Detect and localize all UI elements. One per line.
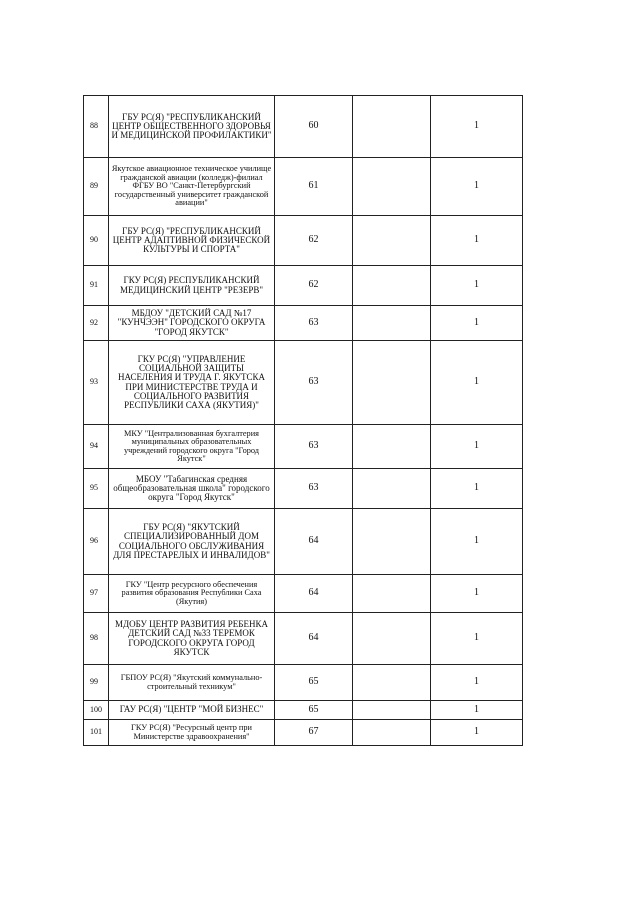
row-number: 91 — [84, 266, 109, 306]
table-row — [84, 509, 523, 575]
row-count: 1 — [431, 96, 523, 158]
row-number: 93 — [84, 341, 109, 425]
organization-name: ГБУ РС(Я) "ЯКУТСКИЙ СПЕЦИАЛИЗИРОВАННЫЙ ДОМ СОЦИАЛЬНОГО ОБСЛУЖИВАНИЯ ДЛЯ ПРЕСТАРЕЛЫХ И ИНВАЛИДОВ" — [109, 509, 275, 575]
row-count: 1 — [431, 306, 523, 341]
empty-cell — [353, 266, 431, 306]
row-number: 89 — [84, 158, 109, 216]
empty-cell — [353, 341, 431, 425]
row-number: 94 — [84, 425, 109, 469]
organization-name: МБДОУ "ДЕТСКИЙ САД №17 "КУНЧЭЭН" ГОРОДСКОГО ОКРУГА "ГОРОД ЯКУТСК" — [109, 306, 275, 341]
row-count: 1 — [431, 613, 523, 665]
row-number: 101 — [84, 720, 109, 746]
organizations-table — [83, 95, 523, 746]
row-code: 64 — [275, 509, 353, 575]
row-code: 61 — [275, 158, 353, 216]
row-code: 65 — [275, 665, 353, 701]
organization-name: ГКУ РС(Я) "Ресурсный центр при Министерстве здравоохранения" — [109, 720, 275, 746]
row-code: 63 — [275, 469, 353, 509]
table-row — [84, 469, 523, 509]
empty-cell — [353, 509, 431, 575]
empty-cell — [353, 665, 431, 701]
table-row — [84, 701, 523, 720]
table-row — [84, 575, 523, 613]
row-count: 1 — [431, 575, 523, 613]
organization-name: МБОУ "Табагинская средняя общеобразовательная школа" городского округа "Город Якутск" — [109, 469, 275, 509]
table-row — [84, 665, 523, 701]
row-number: 98 — [84, 613, 109, 665]
row-code: 63 — [275, 341, 353, 425]
table-row — [84, 613, 523, 665]
organization-name: МДОБУ ЦЕНТР РАЗВИТИЯ РЕБЕНКА ДЕТСКИЙ САД №33 ТЕРЕМОК ГОРОДСКОГО ОКРУГА ГОРОД ЯКУТСК — [109, 613, 275, 665]
row-number: 97 — [84, 575, 109, 613]
organization-name: ГАУ РС(Я) "ЦЕНТР "МОЙ БИЗНЕС" — [109, 701, 275, 720]
empty-cell — [353, 575, 431, 613]
organization-name: ГКУ "Центр ресурсного обеспечения развития образования Республики Саха (Якутия) — [109, 575, 275, 613]
organization-name: ГБУ РС(Я) "РЕСПУБЛИКАНСКИЙ ЦЕНТР ОБЩЕСТВЕННОГО ЗДОРОВЬЯ И МЕДИЦИНСКОЙ ПРОФИЛАКТИКИ" — [109, 96, 275, 158]
row-number: 95 — [84, 469, 109, 509]
organization-name: ГБПОУ РС(Я) "Якутский коммунально-строительный техникум" — [109, 665, 275, 701]
row-number: 90 — [84, 216, 109, 266]
row-number: 100 — [84, 701, 109, 720]
row-number: 96 — [84, 509, 109, 575]
organization-name: ГКУ РС(Я) "УПРАВЛЕНИЕ СОЦИАЛЬНОЙ ЗАЩИТЫ НАСЕЛЕНИЯ И ТРУДА Г. ЯКУТСКА ПРИ МИНИСТЕРСТВЕ ТРУДА И СОЦИАЛЬНОГО РАЗВИТИЯ РЕСПУБЛИКИ САХА (ЯКУТИЯ)" — [109, 341, 275, 425]
row-count: 1 — [431, 701, 523, 720]
empty-cell — [353, 425, 431, 469]
row-number: 92 — [84, 306, 109, 341]
row-code: 67 — [275, 720, 353, 746]
table-body — [84, 96, 523, 746]
row-count: 1 — [431, 158, 523, 216]
row-count: 1 — [431, 266, 523, 306]
organization-name: ГКУ РС(Я) РЕСПУБЛИКАНСКИЙ МЕДИЦИНСКИЙ ЦЕНТР "РЕЗЕРВ" — [109, 266, 275, 306]
empty-cell — [353, 158, 431, 216]
empty-cell — [353, 701, 431, 720]
table-row — [84, 720, 523, 746]
row-code: 63 — [275, 306, 353, 341]
row-count: 1 — [431, 469, 523, 509]
row-count: 1 — [431, 509, 523, 575]
empty-cell — [353, 720, 431, 746]
organization-name: ГБУ РС(Я) "РЕСПУБЛИКАНСКИЙ ЦЕНТР АДАПТИВНОЙ ФИЗИЧЕСКОЙ КУЛЬТУРЫ И СПОРТА" — [109, 216, 275, 266]
table-row — [84, 96, 523, 158]
table-row — [84, 425, 523, 469]
row-code: 60 — [275, 96, 353, 158]
row-count: 1 — [431, 425, 523, 469]
empty-cell — [353, 216, 431, 266]
row-count: 1 — [431, 720, 523, 746]
row-code: 65 — [275, 701, 353, 720]
row-code: 62 — [275, 216, 353, 266]
row-code: 64 — [275, 613, 353, 665]
row-code: 62 — [275, 266, 353, 306]
row-number: 99 — [84, 665, 109, 701]
row-number: 88 — [84, 96, 109, 158]
empty-cell — [353, 613, 431, 665]
table-row — [84, 158, 523, 216]
row-code: 64 — [275, 575, 353, 613]
row-count: 1 — [431, 665, 523, 701]
table-row — [84, 266, 523, 306]
row-code: 63 — [275, 425, 353, 469]
row-count: 1 — [431, 216, 523, 266]
empty-cell — [353, 96, 431, 158]
empty-cell — [353, 469, 431, 509]
row-count: 1 — [431, 341, 523, 425]
table-row — [84, 341, 523, 425]
organization-name: МКУ "Централизованная бухгалтерия муниципальных образовательных учреждений городского округа "Город Якутск" — [109, 425, 275, 469]
table-row — [84, 306, 523, 341]
empty-cell — [353, 306, 431, 341]
organization-name: Якутское авиационное техническое училище гражданской авиации (колледж)-филиал ФГБУ ВО "Санкт-Петербургский государственный университет гражданской авиации" — [109, 158, 275, 216]
table-row — [84, 216, 523, 266]
